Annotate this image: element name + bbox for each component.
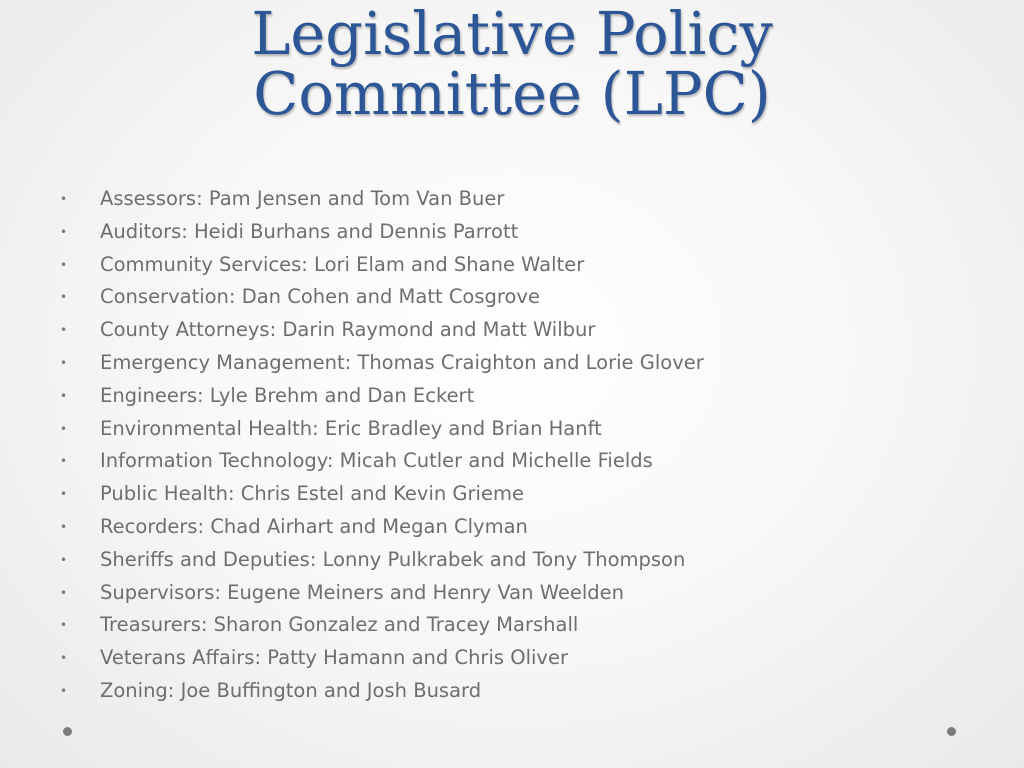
- list-item-text: Zoning: Joe Buffington and Josh Busard: [100, 678, 482, 702]
- list-item-text: Treasurers: Sharon Gonzalez and Tracey Marshall: [100, 613, 579, 637]
- bullet-icon: •: [60, 388, 68, 403]
- list-item: [56, 314, 704, 347]
- list-item-text: Emergency Management: Thomas Craighton and Lorie Glover: [100, 350, 704, 374]
- bullet-icon: •: [60, 290, 68, 305]
- list-item-text: Conservation: Dan Cohen and Matt Cosgrove: [100, 285, 540, 309]
- list-item: [56, 675, 704, 708]
- list-item: [56, 642, 704, 675]
- bullet-icon: •: [60, 585, 68, 600]
- list-item: [56, 183, 704, 216]
- list-item-text: Engineers: Lyle Brehm and Dan Eckert: [100, 383, 475, 407]
- list-item-text: Assessors: Pam Jensen and Tom Van Buer: [100, 187, 505, 210]
- list-item: [56, 249, 704, 282]
- bullet-icon: •: [60, 487, 68, 502]
- list-item-text: Auditors: Heidi Burhans and Dennis Parrott: [100, 219, 519, 243]
- bullet-icon: •: [60, 683, 68, 698]
- list-item-text: Veterans Affairs: Patty Hamann and Chris Oliver: [100, 646, 568, 670]
- bullet-icon: •: [60, 192, 68, 206]
- list-item-text: County Attorneys: Darin Raymond and Matt Wilbur: [100, 318, 596, 342]
- bullet-icon: •: [60, 355, 68, 370]
- bullet-icon: •: [60, 618, 68, 633]
- list-item: [56, 380, 704, 413]
- slide-title-line-2: Committee (LPC): [253, 59, 771, 128]
- corner-dot-left-icon: [63, 727, 72, 736]
- bullet-icon: •: [60, 552, 68, 567]
- list-item: [56, 478, 704, 511]
- list-item: [56, 577, 704, 610]
- bullet-list: [56, 183, 704, 708]
- list-item: [56, 347, 704, 380]
- list-item: [56, 511, 704, 544]
- bullet-icon: •: [60, 323, 68, 338]
- slide-title-line-1: Legislative Policy: [251, 0, 773, 68]
- list-item-text: Public Health: Chris Estel and Kevin Grieme: [100, 482, 524, 506]
- list-item: [56, 413, 704, 446]
- list-item-text: Community Services: Lori Elam and Shane Walter: [100, 252, 585, 276]
- list-item-text: Information Technology: Micah Cutler and Michelle Fields: [100, 449, 653, 473]
- bullet-icon: •: [60, 257, 68, 272]
- list-item: [56, 445, 704, 478]
- slide-title: [0, 0, 1024, 128]
- bullet-icon: •: [60, 421, 68, 436]
- corner-dot-right-icon: [947, 727, 956, 736]
- list-item: [56, 281, 704, 314]
- list-item-text: Recorders: Chad Airhart and Megan Clyman: [100, 514, 528, 538]
- bullet-icon: •: [60, 651, 68, 666]
- bullet-icon: •: [60, 454, 68, 469]
- list-item: [56, 544, 704, 577]
- bullet-icon: •: [60, 224, 68, 239]
- list-item: [56, 216, 704, 249]
- list-item-text: Environmental Health: Eric Bradley and Brian Hanft: [100, 416, 602, 440]
- bullet-icon: •: [60, 519, 68, 534]
- list-item-text: Supervisors: Eugene Meiners and Henry Van Weelden: [100, 580, 624, 604]
- list-item: [56, 609, 704, 642]
- list-item-text: Sheriffs and Deputies: Lonny Pulkrabek and Tony Thompson: [100, 547, 686, 571]
